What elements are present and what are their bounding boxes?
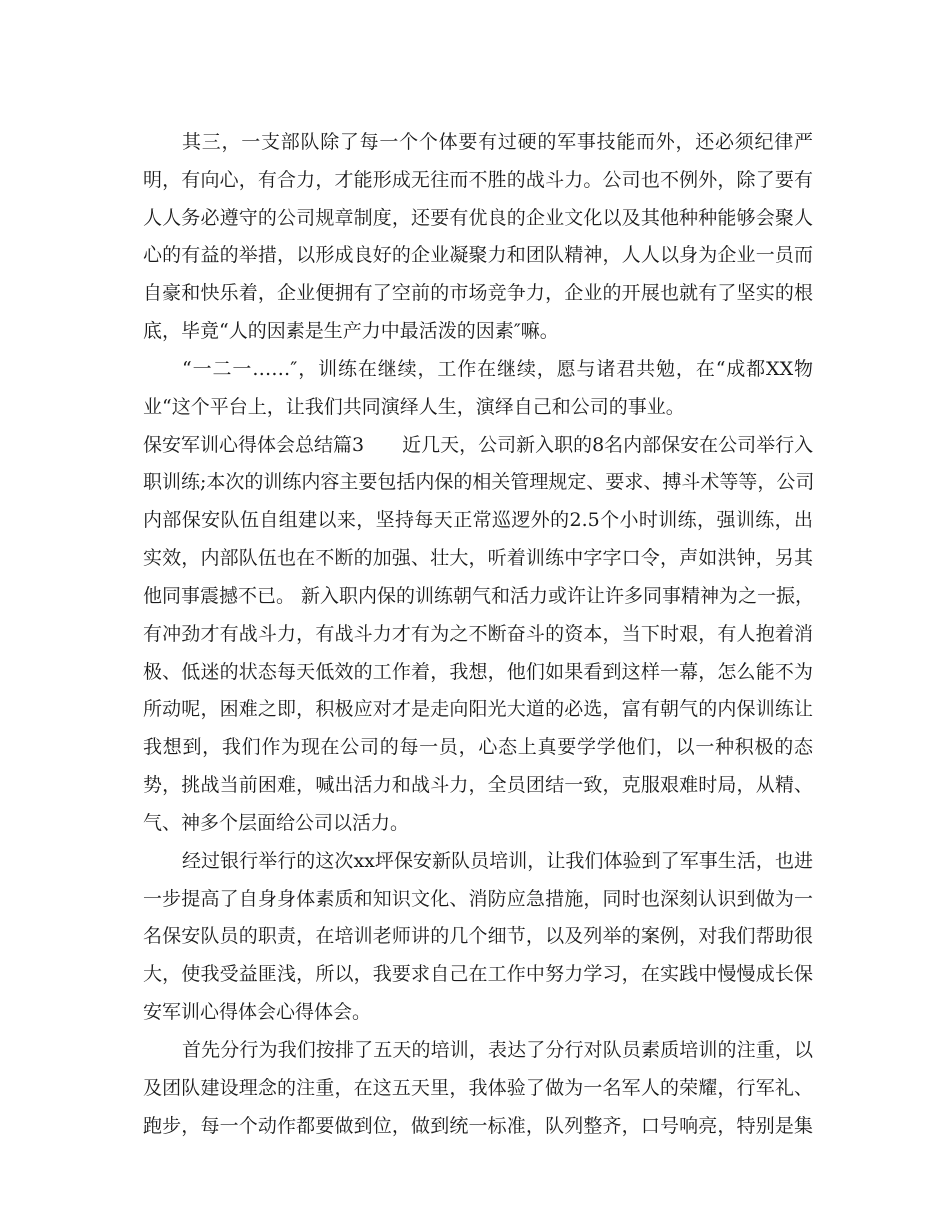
text-line: 安军训心得体会心得体会。: [143, 1001, 372, 1024]
text-line: 保安军训心得体会总结篇3 近几天，公司新入职的8名内部保安在公司举行入: [143, 433, 814, 456]
text-line: 职训练;本次的训练内容主要包括内保的相关管理规定、要求、搏斗术等等，公司: [143, 471, 815, 494]
text-line: 及团队建设理念的注重，在这五天里，我体验了做为一名军人的荣耀，行军礼、: [143, 1076, 813, 1099]
text-line: 有冲劲才有战斗力，有战斗力才有为之不断奋斗的资本，当下时艰，有人抱着消: [143, 622, 813, 645]
text-line: 一步提高了自身身体素质和知识文化、消防应急措施，同时也深刻认识到做为一: [143, 887, 813, 910]
text-line: 势，挑战当前困难，喊出活力和战斗力，全员团结一致，克服艰难时局，从精、: [143, 774, 813, 797]
text-line: “一二一……″，训练在继续，工作在继续，愿与诸君共勉，在“成都XX物: [182, 357, 813, 380]
text-line: 人人务必遵守的公司规章制度，还要有优良的企业文化以及其他种种能够会聚人: [143, 206, 813, 229]
text-line: 首先分行为我们按排了五天的培训，表达了分行对队员素质培训的注重，以: [182, 1038, 813, 1061]
text-line: 自豪和快乐着，企业便拥有了空前的市场竞争力，企业的开展也就有了坚实的根: [143, 282, 813, 305]
text-line: 心的有益的举措，以形成良好的企业凝聚力和团队精神，人人以身为企业一员而: [143, 244, 813, 267]
text-line: 他同事震撼不已。 新入职内保的训练朝气和活力或许让许多同事精神为之一振，: [143, 584, 815, 607]
text-line: 其三，一支部队除了每一个个体要有过硬的军事技能而外，还必须纪律严: [182, 131, 813, 153]
text-line: 跑步，每一个动作都要做到位，做到统一标准，队列整齐，口号响亮，特别是集: [143, 1114, 813, 1137]
text-line: 内部保安队伍自组建以来，坚持每天正常巡逻外的2.5个小时训练，强训练，出: [143, 509, 813, 532]
text-line: 气、神多个层面给公司以活力。: [143, 811, 410, 834]
text-line: 实效，内部队伍也在不断的加强、壮大，听着训练中字字口令，声如洪钟，另其: [143, 547, 813, 570]
text-line: 名保安队员的职责，在培训老师讲的几个细节，以及列举的案例，对我们帮助很: [143, 925, 813, 948]
document-body: [143, 128, 813, 1149]
text-line: 明，有向心，有合力，才能形成无往而不胜的战斗力。公司也不例外，除了要有: [143, 168, 813, 191]
text-line: 业“这个平台上，让我们共同演绎人生，演绎自己和公司的事业。: [143, 395, 685, 418]
text-line: 极、低迷的状态每天低效的工作着，我想，他们如果看到这样一幕，怎么能不为: [143, 660, 813, 683]
text-line: 所动呢，困难之即，积极应对才是走向阳光大道的必选，富有朝气的内保训练让: [143, 698, 813, 721]
text-line: 经过银行举行的这次xx坪保安新队员培训，让我们体验到了军事生活，也进: [182, 849, 813, 872]
text-line: 大，使我受益匪浅，所以，我要求自己在工作中努力学习，在实践中慢慢成长保: [143, 963, 813, 986]
text-line: 我想到，我们作为现在公司的每一员，心态上真要学学他们，以一种积极的态: [143, 736, 813, 759]
text-line: 底，毕竟“人的因素是生产力中最活泼的因素″嘛。: [143, 320, 559, 343]
